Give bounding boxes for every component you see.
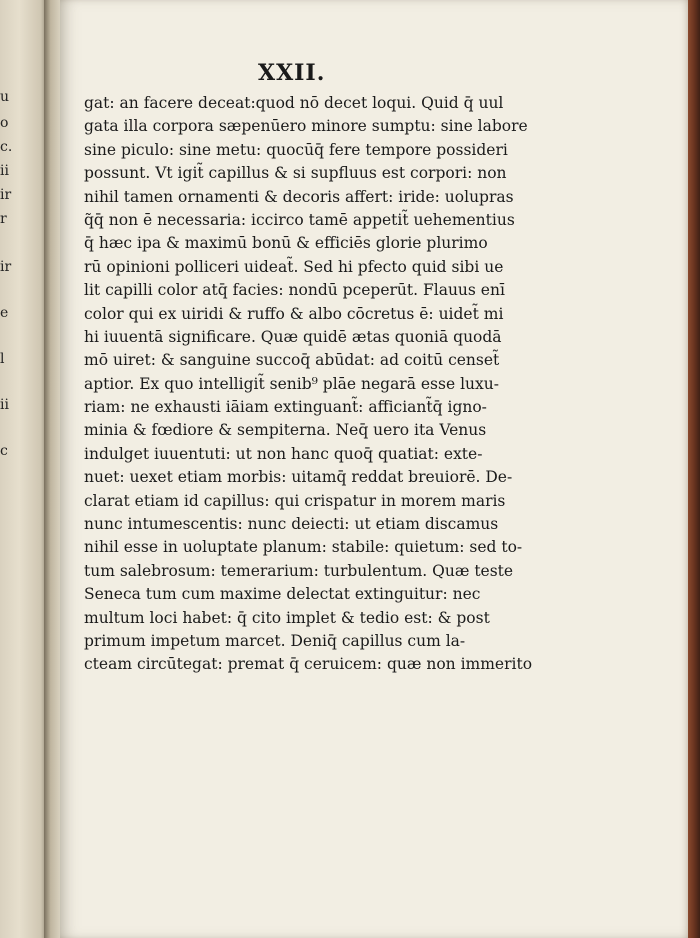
left-page-char: ii (0, 163, 9, 179)
left-page-char: ir (0, 259, 12, 275)
text-line: q̃q̄ non ē necessaria: iccirco tamē appetit̃ uehementius (84, 210, 515, 229)
left-page-char: u (0, 89, 10, 105)
left-page-char: e (0, 305, 9, 321)
text-line: aptior. Ex quo intelligit̃ senib⁹ plāe negarā esse luxu- (84, 374, 499, 393)
left-page-char: ii (0, 397, 9, 413)
text-line: riam: ne exhausti iāiam extinguant̃: afficiant̃q̄ igno- (84, 398, 487, 417)
text-line: clarat etiam id capillus: qui crispatur in morem maris (84, 491, 506, 510)
text-line: minia & fœdiore & sempiterna. Neq̄ uero ita Venus (84, 421, 487, 440)
text-line: lit capilli color atq̄ facies: nondū pceperūt. Flauus enī (84, 281, 505, 300)
text-line: nunc intumescentis: nunc deiecti: ut etiam discamus (84, 515, 499, 534)
text-line: nihil esse in uoluptate planum: stabile: quietum: sed to- (84, 538, 523, 557)
page-folio: XXII. (258, 60, 326, 86)
text-line: indulget iuuentuti: ut non hanc quoq̄ quatiat: exte- (84, 444, 483, 463)
left-page-char: c (0, 443, 8, 459)
left-page-char: ir (0, 187, 12, 203)
text-line: possunt. Vt igit̃ capillus & si supfluus est corpori: non (84, 164, 507, 183)
text-line: rū opinioni polliceri uideat̃. Sed hi pfecto quid sibi ue (84, 257, 504, 276)
text-line: color qui ex uiridi & ruffo & albo cōcretus ē: uidet̃ mi (84, 304, 504, 323)
book-edge (688, 0, 700, 938)
text-line: cteam circūtegat: premat q̄ ceruicem: quæ non immerito (84, 655, 533, 674)
text-line: nuet: uexet etiam morbis: uitamq̄ reddat breuiorē. De- (84, 468, 513, 487)
left-page-char: c. (0, 139, 13, 155)
left-page-fragment (0, 0, 48, 938)
text-line: sine piculo: sine metu: quocūq̄ fere tempore possideri (84, 140, 508, 159)
text-line: nihil tamen ornamenti & decoris affert: iride: uolupras (84, 187, 514, 206)
text-line: hi iuuentā significare. Quæ quidē ætas quoniā quodā (84, 327, 502, 346)
text-block (84, 92, 533, 677)
text-line: tum salebrosum: temerarium: turbulentum. Quæ teste (84, 561, 514, 580)
left-page-char: r (0, 211, 7, 227)
text-line: mō uiret: & sanguine succoq̄ abūdat: ad coitū censet̃ (84, 351, 500, 370)
text-line: primum impetum marcet. Deniq̄ capillus cum la- (84, 631, 466, 650)
text-line: gata illa corpora sæpenūero minore sumptu: sine labore (84, 117, 528, 136)
text-line: multum loci habet: q̄ cito implet & tedio est: & post (84, 608, 490, 627)
text-line: Seneca tum cum maxime delectat extinguitur: nec (84, 585, 481, 604)
text-line: gat: an facere deceat:quod nō decet loqui. Quid q̄ uul (84, 94, 504, 112)
text-line: q̄ hæc ipa & maximū bonū & efficiēs glorie plurimo (84, 234, 488, 253)
left-page-char: l (0, 351, 5, 367)
left-page-char: o (0, 115, 9, 131)
